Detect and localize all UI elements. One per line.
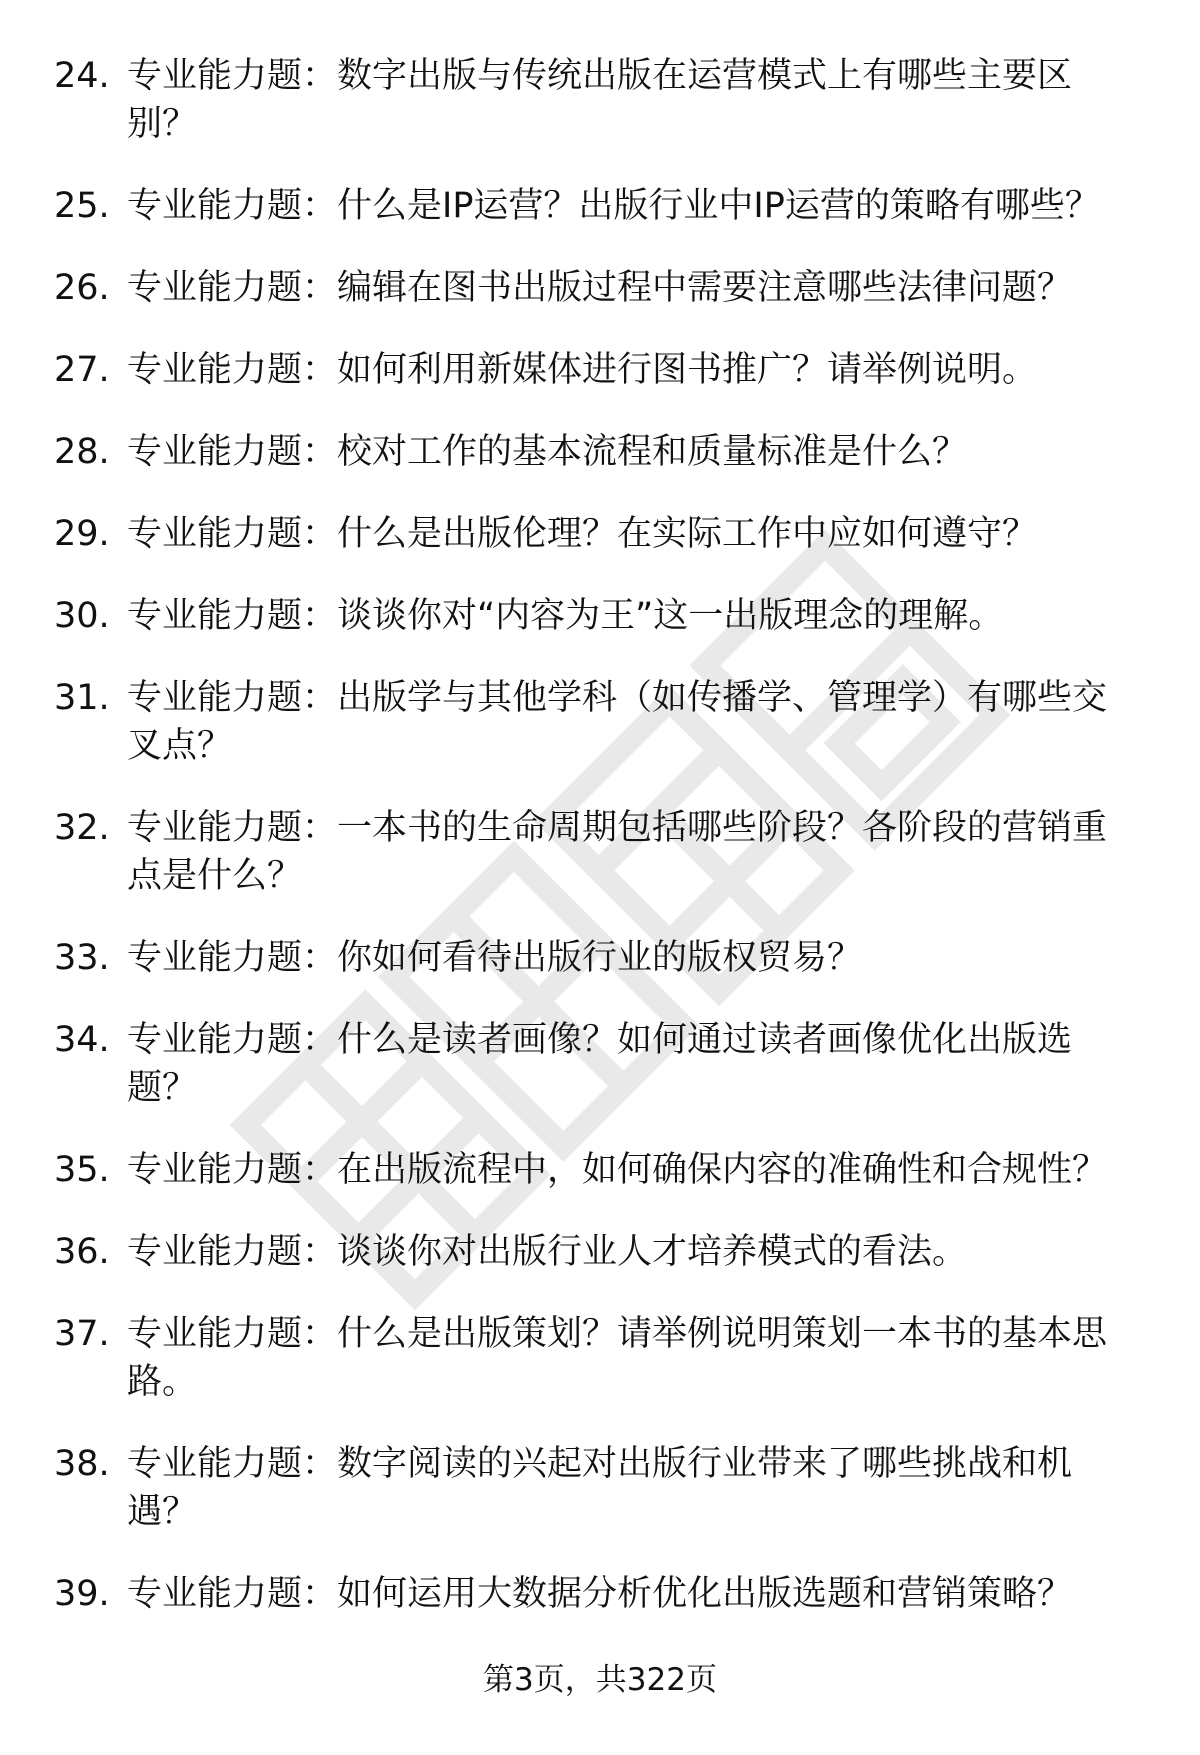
question-text (127, 674, 1147, 770)
question-number: 37. (54, 1314, 110, 1354)
question-text (127, 264, 1147, 312)
question-number: 31. (54, 678, 110, 718)
question-text-line: 专业能力题：谈谈你对出版行业人才培养模式的看法。 (127, 1232, 968, 1272)
question-text-line: 专业能力题：如何利用新媒体进行图书推广？请举例说明。 (127, 350, 1038, 390)
question-number: 24. (54, 56, 110, 96)
question-text-line: 专业能力题：什么是读者画像？如何通过读者画像优化出版选 (127, 1020, 1073, 1060)
question-number: 38. (54, 1444, 110, 1484)
question-text-line: 专业能力题：数字出版与传统出版在运营模式上有哪些主要区 (127, 56, 1073, 96)
question-number: 25. (54, 186, 110, 226)
question-text-line: 专业能力题：校对工作的基本流程和质量标准是什么？ (127, 432, 968, 472)
question-text-line: 专业能力题：数字阅读的兴起对出版行业带来了哪些挑战和机 (127, 1444, 1073, 1484)
question-text-line: 专业能力题：什么是IP运营？出版行业中IP运营的策略有哪些？ (127, 186, 1100, 226)
question-text-line: 叉点？ (127, 726, 233, 766)
question-text-line: 专业能力题：你如何看待出版行业的版权贸易？ (127, 938, 863, 978)
question-number: 27. (54, 350, 110, 390)
question-text (127, 1440, 1147, 1536)
question-text (127, 1310, 1147, 1406)
question-text (127, 592, 1147, 640)
question-number: 30. (54, 596, 110, 636)
question-text (127, 804, 1147, 900)
question-text-line: 专业能力题：谈谈你对“内容为王”这一出版理念的理解。 (127, 596, 1004, 636)
question-text-line: 专业能力题：什么是出版策划？请举例说明策划一本书的基本思 (127, 1314, 1108, 1354)
question-number: 33. (54, 938, 110, 978)
question-number: 35. (54, 1150, 110, 1190)
question-text-line: 专业能力题：在出版流程中，如何确保内容的准确性和合规性？ (127, 1150, 1108, 1190)
question-text-line: 专业能力题：如何运用大数据分析优化出版选题和营销策略？ (127, 1574, 1073, 1614)
question-text-line: 题？ (127, 1068, 198, 1108)
question-text-line: 专业能力题：出版学与其他学科（如传播学、管理学）有哪些交 (127, 678, 1108, 718)
question-number: 28. (54, 432, 110, 472)
question-number: 34. (54, 1020, 110, 1060)
question-text (127, 510, 1147, 558)
question-text (127, 52, 1147, 148)
question-text (127, 1016, 1147, 1112)
question-text (127, 1228, 1147, 1276)
question-text (127, 346, 1147, 394)
question-number: 29. (54, 514, 110, 554)
question-number: 32. (54, 808, 110, 848)
question-text-line: 专业能力题：编辑在图书出版过程中需要注意哪些法律问题？ (127, 268, 1073, 308)
question-text-line: 专业能力题：一本书的生命周期包括哪些阶段？各阶段的营销重 (127, 808, 1108, 848)
question-text-line: 遇？ (127, 1492, 198, 1532)
question-text-line: 专业能力题：什么是出版伦理？在实际工作中应如何遵守？ (127, 514, 1038, 554)
question-number: 39. (54, 1574, 110, 1614)
question-text (127, 1570, 1147, 1618)
question-text (127, 1146, 1147, 1194)
question-text (127, 428, 1147, 476)
question-text-line: 路。 (127, 1362, 198, 1402)
question-text-line: 别？ (127, 104, 198, 144)
page-number-footer: 第3页，共322页 (483, 1662, 717, 1698)
question-number: 26. (54, 268, 110, 308)
question-text (127, 182, 1147, 230)
question-text (127, 934, 1147, 982)
question-number: 36. (54, 1232, 110, 1272)
question-text-line: 点是什么？ (127, 856, 303, 896)
